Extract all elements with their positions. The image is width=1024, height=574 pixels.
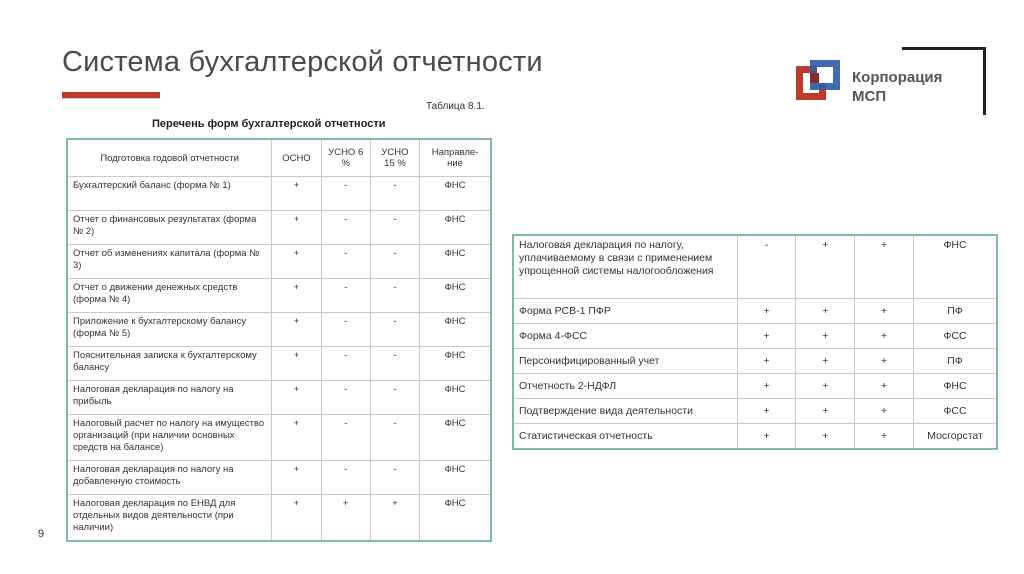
header-form-name: Подготовка годовой отчетности xyxy=(67,139,272,177)
table-row xyxy=(513,374,997,399)
usno15-mark: - xyxy=(370,279,419,313)
reporting-forms-table xyxy=(66,138,492,542)
usno15-mark: - xyxy=(370,381,419,415)
direction-value: ФСС xyxy=(914,324,997,349)
table-row xyxy=(513,299,997,324)
usno6-mark: + xyxy=(796,349,855,374)
form-name: Отчет о движении денежных средств (форма № 4) xyxy=(67,279,272,313)
osno-mark: + xyxy=(737,299,796,324)
usno15-mark: + xyxy=(370,495,419,542)
logo-text-line1: Корпорация xyxy=(852,69,943,86)
table-row xyxy=(513,424,997,450)
osno-mark: + xyxy=(737,374,796,399)
osno-mark: + xyxy=(737,399,796,424)
osno-mark: + xyxy=(737,424,796,450)
usno6-mark: + xyxy=(796,399,855,424)
usno6-mark: - xyxy=(321,279,370,313)
usno6-mark: - xyxy=(321,245,370,279)
form-name: Подтверждение вида деятельности xyxy=(513,399,737,424)
usno15-mark: + xyxy=(855,299,914,324)
table-row xyxy=(67,279,491,313)
table-row xyxy=(513,324,997,349)
header-direction: Направле-ние xyxy=(420,139,491,177)
form-name: Форма 4-ФСС xyxy=(513,324,737,349)
table-row xyxy=(513,235,997,299)
direction-value: ПФ xyxy=(914,349,997,374)
direction-value: ФНС xyxy=(914,374,997,399)
form-name: Отчет о финансовых результатах (форма № 2) xyxy=(67,211,272,245)
form-name: Отчет об изменениях капитала (форма № 3) xyxy=(67,245,272,279)
usno15-mark: + xyxy=(855,235,914,299)
table-row xyxy=(67,313,491,347)
osno-mark: + xyxy=(272,415,321,461)
usno15-mark: - xyxy=(370,245,419,279)
form-name: Налоговая декларация по ЕНВД для отдельных видов деятельности (при наличии) xyxy=(67,495,272,542)
direction-value: ФНС xyxy=(420,313,491,347)
form-name: Налоговый расчет по налогу на имущество организаций (при наличии основных средств на балансе) xyxy=(67,415,272,461)
table-heading: Перечень форм бухгалтерской отчетности xyxy=(152,118,386,130)
usno6-mark: - xyxy=(321,461,370,495)
page-number: 9 xyxy=(38,528,45,540)
osno-mark: + xyxy=(272,347,321,381)
corner-frame-top xyxy=(902,47,986,50)
usno15-mark: - xyxy=(370,461,419,495)
osno-mark: + xyxy=(737,349,796,374)
usno6-mark: + xyxy=(796,299,855,324)
header-usno6: УСНО 6 % xyxy=(321,139,370,177)
usno15-mark: - xyxy=(370,347,419,381)
table-row xyxy=(67,415,491,461)
usno6-mark: - xyxy=(321,313,370,347)
usno15-mark: + xyxy=(855,399,914,424)
form-name: Форма РСВ-1 ПФР xyxy=(513,299,737,324)
table-row xyxy=(67,495,491,542)
usno15-mark: + xyxy=(855,349,914,374)
osno-mark: + xyxy=(272,211,321,245)
usno6-mark: + xyxy=(796,235,855,299)
osno-mark: + xyxy=(272,461,321,495)
form-name: Налоговая декларация по налогу на прибыль xyxy=(67,381,272,415)
osno-mark: + xyxy=(272,279,321,313)
table-row xyxy=(67,461,491,495)
osno-mark: + xyxy=(272,495,321,542)
usno6-mark: - xyxy=(321,381,370,415)
table-header-row xyxy=(67,139,491,177)
direction-value: Мосгорстат xyxy=(914,424,997,450)
logo-text xyxy=(852,68,942,106)
form-name: Налоговая декларация по налогу на добавленную стоимость xyxy=(67,461,272,495)
form-name: Налоговая декларация по налогу, уплачиваемому в связи с применением упрощенной системы налогообложения xyxy=(513,235,737,299)
table-row xyxy=(67,211,491,245)
header-usno15: УСНО 15 % xyxy=(370,139,419,177)
osno-mark: - xyxy=(737,235,796,299)
msp-logo-icon xyxy=(792,56,844,108)
usno15-mark: + xyxy=(855,324,914,349)
direction-value: ФНС xyxy=(420,381,491,415)
header-osno: ОСНО xyxy=(272,139,321,177)
logo-text-line2: МСП xyxy=(852,88,887,105)
table-row xyxy=(513,349,997,374)
form-name: Приложение к бухгалтерскому балансу (форма № 5) xyxy=(67,313,272,347)
table-row xyxy=(67,381,491,415)
form-name: Статистическая отчетность xyxy=(513,424,737,450)
usno6-mark: + xyxy=(796,374,855,399)
table-caption: Таблица 8.1. xyxy=(426,101,485,112)
direction-value: ПФ xyxy=(914,299,997,324)
direction-value: ФНС xyxy=(420,279,491,313)
direction-value: ФНС xyxy=(420,495,491,542)
direction-value: ФНС xyxy=(420,245,491,279)
direction-value: ФНС xyxy=(420,461,491,495)
title-underline xyxy=(62,98,160,99)
usno6-mark: - xyxy=(321,415,370,461)
usno6-mark: + xyxy=(796,424,855,450)
usno6-mark: - xyxy=(321,211,370,245)
direction-value: ФСС xyxy=(914,399,997,424)
usno15-mark: - xyxy=(370,177,419,211)
direction-value: ФНС xyxy=(420,211,491,245)
direction-value: ФНС xyxy=(420,415,491,461)
osno-mark: + xyxy=(272,381,321,415)
usno15-mark: + xyxy=(855,374,914,399)
usno15-mark: + xyxy=(855,424,914,450)
form-name: Пояснительная записка к бухгалтерскому балансу xyxy=(67,347,272,381)
table-row xyxy=(67,177,491,211)
osno-mark: + xyxy=(737,324,796,349)
corporation-logo xyxy=(792,56,992,116)
form-name: Бухгалтерский баланс (форма № 1) xyxy=(67,177,272,211)
usno15-mark: - xyxy=(370,211,419,245)
slide-title: Система бухгалтерской отчетности xyxy=(62,46,543,78)
usno6-mark: + xyxy=(321,495,370,542)
usno15-mark: - xyxy=(370,415,419,461)
form-name: Персонифицированный учет xyxy=(513,349,737,374)
direction-value: ФНС xyxy=(420,347,491,381)
table-row xyxy=(67,245,491,279)
usno6-mark: - xyxy=(321,347,370,381)
form-name: Отчетность 2-НДФЛ xyxy=(513,374,737,399)
direction-value: ФНС xyxy=(914,235,997,299)
usno6-mark: - xyxy=(321,177,370,211)
osno-mark: + xyxy=(272,177,321,211)
table-row xyxy=(67,347,491,381)
osno-mark: + xyxy=(272,313,321,347)
usno6-mark: + xyxy=(796,324,855,349)
osno-mark: + xyxy=(272,245,321,279)
usno15-mark: - xyxy=(370,313,419,347)
direction-value: ФНС xyxy=(420,177,491,211)
table-row xyxy=(513,399,997,424)
reporting-forms-table-continued xyxy=(512,234,998,450)
